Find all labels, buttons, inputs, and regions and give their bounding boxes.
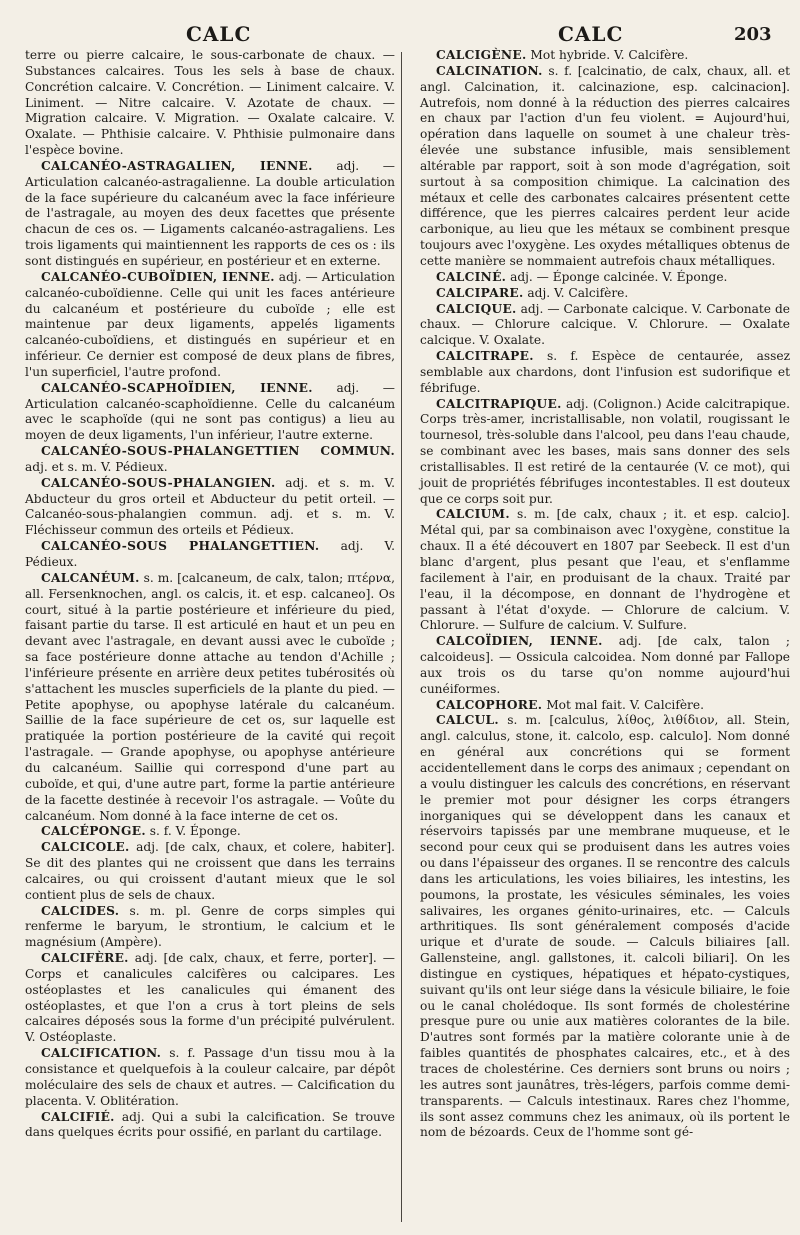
entry-text: Mot mal fait. V. Calcifère. <box>546 697 704 712</box>
entry-text: adj. [de calx, talon ; calcoideus]. — Ossicula calcoidea. Nom donné par Fallope aux trois os du tarse qu'on nomme aujourd'hui cunéiformes. <box>420 634 790 696</box>
dictionary-entry <box>25 1046 395 1109</box>
dictionary-entry <box>25 951 395 1046</box>
dictionary-entry <box>25 48 395 159</box>
dictionary-entry <box>420 634 790 697</box>
entry-headword: CALCIPARE. <box>436 285 524 300</box>
entry-headword: CALCANÉO-SOUS-PHALANGETTIEN COMMUN. <box>41 444 395 459</box>
entry-text: s. m. pl. Genre de corps simples qui renferme le baryum, le strontium, le calcium et le magnésium (Ampère). <box>25 903 395 950</box>
dictionary-entry <box>25 476 395 539</box>
page-header <box>0 22 800 46</box>
entry-text: adj. — Carbonate calcique. V. Carbonate de chaux. — Chlorure calcique. V. Chlorure. — Oxalate calcique. V. Oxalate. <box>420 301 791 348</box>
entry-text: terre ou pierre calcaire, le sous-carbonate de chaux. — Substances calcaires. Tous les sels à base de chaux. Concrétion calcaire. V. Concrétion. — Liniment calcaire. V. Liniment. — Nitre calcaire. V. Azotate de chaux. — Migration calcaire. V. Migration. — Oxalate calcaire. V. Oxalate. — Phthisie calcaire. V. Phthisie pulmonaire dans l'espèce bovine. <box>25 48 395 158</box>
entry-headword: CALCÉPONGE. <box>41 824 146 839</box>
dictionary-entry <box>420 270 790 286</box>
entry-text: adj. [de calx, chaux, et colere, habiter]. Se dit des plantes qui ne croissent que dans les terrains calcaires, ou qui croissent d'autant mieux que le sol contient plus de sels de chaux. <box>25 840 396 902</box>
dictionary-entry <box>25 904 395 952</box>
entry-text: s. m. [calcaneum, de calx, talon; πτέρνα, all. Fersenknochen, angl. os calcis, it. et esp. calcaneo]. Os court, situé à la partie postérieure et inférieure du pied, faisant partie du tarse. Il est articulé en haut et un peu en devant avec l'astragale, en devant aussi avec le cuboïde ; sa face postérieure donne attache au tendon d'Achille ; l'inférieure présente en arrière deux petites tubérosités où s'attachent les muscles superficiels de la plante du pied. — Petite apophyse, ou apophyse latérale du calcanéum. Saillie de la face supérieure de cet os, sur laquelle est pratiquée la portion postérieure de la cavité qui reçoit l'astragale. — Grande apophyse, ou apophyse antérieure du calcanéum. Saillie qui correspond d'une part au cuboïde, et qui, d'une autre part, forme la partie antérieure de la facette destinée à recevoir l'os astragale. — Voûte du calcanéum. Nom donné à la face interne de cet os. <box>25 570 395 823</box>
dictionary-entry <box>25 270 395 381</box>
entry-headword: CALCIUM. <box>436 507 510 522</box>
entry-headword: CALCIQUE. <box>436 301 517 316</box>
entry-headword: CALCITRAPIQUE. <box>436 396 562 411</box>
entry-headword: CALCANÉO-ASTRAGALIEN, IENNE. <box>41 158 313 173</box>
entry-text: s. m. [calculus, λίθος, λιθίδιον, all. Stein, angl. calculus, stone, it. calcolo, esp. calculo]. Nom donné en général aux concrétions qui se forment accidentellement dans le corps des animaux ; cependant on a voulu distinguer les calculs des concrétions, en réservant le premier mot pour désigner les corps étrangers inorganiques qui se développent dans les canaux et réservoirs tapissés par une membrane muqueuse, et le second pour ceux qui se produisent dans les autres voies ou dans l'épaisseur des organes. Il se rencontre des calculs dans les articulations, les voies biliaires, les intestins, les poumons, la prostate, les vésicules séminales, les voies salivaires, les organes génito-urinaires, etc. — Calculs arthritiques. Ils sont généralement composés d'acide urique et d'urate de soude. — Calculs biliaires [all. Gallensteine, angl. gallstones, it. calcoli biliari]. On les distingue en cystiques, hépatiques et hépato-cystiques, suivant qu'ils ont leur siége dans la vésicule biliaire, le foie ou le canal cholédoque. Ils sont formés de cholestérine presque pure ou unie aux matières colorantes de la bile. D'autres sont formés par la matière colorante unie à de faibles quantités de phosphates calcaires, etc., et à des traces de cholestérine. Ces derniers sont bruns ou noirs ; les autres sont jaunâtres, très-légers, parfois comme demi-transparents. — Calculs intestinaux. Rares chez l'homme, ils sont assez communs chez les animaux, où ils portent le nom de bézoards. Ceux de l'homme sont gé- <box>420 713 790 1140</box>
entry-text: adj. et s. m. V. Abducteur du gros orteil et Abducteur du petit orteil. — Calcanéo-sous-phalangien commun. adj. et s. m. V. Fléchisseur commun des orteils et Pédieux. <box>25 475 396 538</box>
dictionary-entry <box>25 571 395 825</box>
dictionary-entry <box>25 1110 395 1142</box>
entry-text: s. m. [de calx, chaux ; it. et esp. calcio]. Métal qui, par sa combinaison avec l'oxygène, constitue la chaux. Il a été découvert en 1807 par Seebeck. Il est d'un blanc d'argent, plus pesant que l'eau, et s'enflamme facilement à l'air, en produisant de la chaux. Traité par l'eau, il la décompose, en donnant de l'hydrogène et passant à l'état d'oxyde. — Chlorure de calcium. V. Chlorure. — Sulfure de calcium. V. Sulfure. <box>420 507 791 633</box>
dictionary-entry <box>25 381 395 444</box>
entry-headword: CALCITRAPE. <box>436 349 534 364</box>
entry-headword: CALCANÉO-CUBOÏDIEN, IENNE. <box>41 269 275 284</box>
page-number: 203 <box>734 24 772 45</box>
entry-headword: CALCIFÈRE. <box>41 951 129 966</box>
entry-text: adj. Qui a subi la calcification. Se trouve dans quelques écrits pour ossifié, en parlant du cartilage. <box>25 1109 396 1140</box>
column-divider <box>401 52 402 1222</box>
entry-headword: CALCANÉUM. <box>41 570 140 585</box>
entry-headword: CALCOPHORE. <box>436 697 543 712</box>
dictionary-entry <box>420 397 790 508</box>
entry-text: adj. V. Pédieux. <box>25 539 396 569</box>
dictionary-entry <box>25 840 395 903</box>
left-column <box>25 48 395 1141</box>
entry-text: adj. V. Calcifère. <box>527 285 629 300</box>
left-running-head: CALC <box>186 22 252 46</box>
entry-text: s. f. Passage d'un tissu mou à la consistance et quelquefois à la couleur calcaire, par dépôt moléculaire des sels de chaux et autres. — Calcification du placenta. V. Oblitération. <box>25 1046 395 1108</box>
entry-headword: CALCANÉO-SOUS-PHALANGIEN. <box>41 475 276 490</box>
right-column <box>420 48 790 1141</box>
dictionary-entry <box>420 713 790 1141</box>
entry-text: adj. — Articulation calcanéo-cuboïdienne. Celle qui unit les faces antérieure du calcanéum et postérieure du cuboïde ; elle est maintenue par deux ligaments, appelés ligaments calcanéo-cuboïdiens, et distingués en supérieur et en inférieur. Ce dernier est composé de deux plans de fibres, l'un superficiel, l'autre profond. <box>25 269 395 379</box>
entry-headword: CALCINATION. <box>436 63 543 78</box>
dictionary-entry <box>420 507 790 634</box>
dictionary-entry <box>25 824 395 840</box>
right-running-head: CALC <box>558 22 624 46</box>
entry-headword: CALCIDES. <box>41 903 120 918</box>
entry-text: Mot hybride. V. Calcifère. <box>530 48 689 62</box>
entry-headword: CALCIFICATION. <box>41 1046 162 1061</box>
entry-headword: CALCANÉO-SOUS PHALANGETTIEN. <box>41 539 320 554</box>
dictionary-entry <box>25 539 395 571</box>
entry-headword: CALCIFIÉ. <box>41 1109 115 1124</box>
dictionary-entry <box>25 444 395 476</box>
entry-text: s. f. [calcinatio, de calx, chaux, all. et angl. Calcination, it. calcinazione, esp. calcinacion]. Autrefois, nom donné à la réduction des pierres calcaires en chaux par l'action d'un feu violent. = Aujourd'hui, opération dans laquelle on soumet à une chaleur très-élevée une substance infusible, mais sensiblement altérable par rapport, soit à son mode d'agrégation, soit surtout à sa composition chimique. La calcination des métaux et celle des carbonates calcaires présentent cette différence, que les pierres calcaires perdent leur acide carbonique, au lieu que les métaux se combinent presque toujours avec l'oxygène. Les oxydes métalliques obtenus de cette manière se nommaient autrefois chaux métalliques. <box>420 63 791 268</box>
entry-text: s. f. V. Éponge. <box>149 824 241 839</box>
entry-text: adj. — Articulation calcanéo-scaphoïdienne. Celle du calcanéum avec le scaphoïde (qui ne sont pas contigus) a lieu au moyen de deux ligaments, l'un inférieur, l'autre externe. <box>25 380 395 443</box>
entry-headword: CALCIGÈNE. <box>436 48 527 62</box>
dictionary-entry <box>25 159 395 270</box>
entry-text: adj. (Colignon.) Acide calcitrapique. Corps très-amer, incristallisable, non volatil, rougissant le tournesol, très-soluble dans l'alcool, peu dans l'eau chaude, se combinant avec les bases, mais sans donner des sels cristallisables. Il est retiré de la centaurée (V. ce mot), qui jouit de propriétés fébrifuges incontestables. Il est douteux que ce corps soit pur. <box>420 396 791 506</box>
entry-headword: CALCINÉ. <box>436 269 507 284</box>
dictionary-entry <box>420 698 790 714</box>
entry-headword: CALCUL. <box>436 713 499 728</box>
dictionary-entry <box>420 64 790 270</box>
dictionary-entry <box>420 48 790 64</box>
dictionary-entry <box>420 302 790 350</box>
entry-text: adj. — Éponge calcinée. V. Éponge. <box>510 269 728 284</box>
entry-text: adj. [de calx, chaux, et ferre, porter]. — Corps et canalicules calcifères ou calcipares. Les ostéoplastes et les canalicules qui émanent des ostéoplastes, et que l'on a crus à tort pleins de sels calcaires déposés sous la forme d'un précipité pulvérulent. V. Ostéoplaste. <box>25 951 395 1045</box>
dictionary-entry <box>420 349 790 397</box>
entry-headword: CALCOÏDIEN, IENNE. <box>436 634 603 649</box>
entry-text: s. f. Espèce de centaurée, assez semblable aux chardons, dont l'infusion est sudorifique et fébrifuge. <box>420 349 790 395</box>
entry-headword: CALCANÉO-SCAPHOÏDIEN, IENNE. <box>41 380 313 395</box>
dictionary-entry <box>420 286 790 302</box>
entry-text: adj. et s. m. V. Pédieux. <box>25 459 168 474</box>
entry-text: adj. — Articulation calcanéo-astragalienne. La double articulation de la face supérieure du calcanéum avec la face inférieure de l'astragale, au moyen des deux facettes que présente chacun de ces os. — Ligaments calcanéo-astragaliens. Les trois ligaments qui maintiennent les rapports de ces os : ils sont distingués en supérieur, en postérieur et en externe. <box>25 158 395 268</box>
entry-headword: CALCICOLE. <box>41 840 130 855</box>
